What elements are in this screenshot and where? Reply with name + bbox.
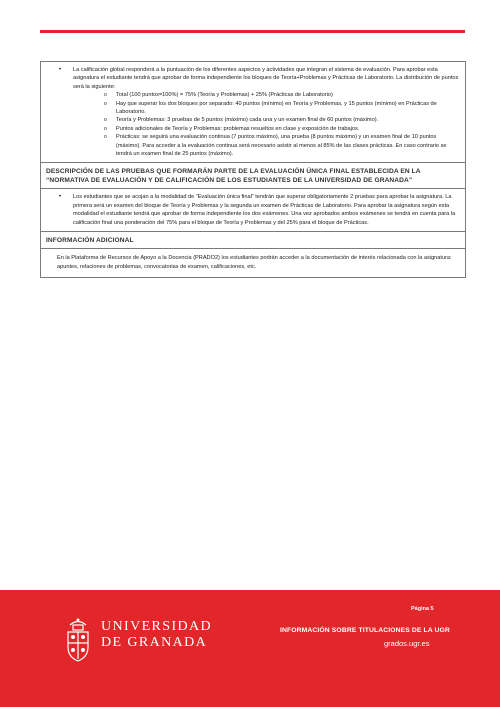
evaluation-main-text: La calificación global responderá a la puntuación de los diferentes aspectos y actividades que integran el sistema de evaluación. Para aprobar esta asignatura el estudiante tendrá que aprobar de forma independiente los bloques de Teoría+Problemas y Prácticas de Laboratorio. La distribución de puntos será la siguiente: [73,67,459,90]
evaluation-subitem-extra-points: o Puntos adicionales de Teoría y Problemas: problemas resueltos en clase y exposición de trabajos. [104,125,459,133]
evaluation-subitem-total: o Total (100 puntos=100%) = 75% (Teoría y Problemas) + 25% (Prácticas de Laboratorio) [104,91,459,99]
evaluation-subitem-practicas: o Prácticas: se seguirá una evaluación continua (7 puntos máximo), una prueba (8 puntos máximo) y un examen final de 10 puntos (máximo). Para acceder a la evaluación continua será necesario asistir al menos al 85% de las clases prácticas. En caso contrario se tendrá un examen final de 25 puntos (máximo). [104,133,459,158]
adicional-text: En la Plataforma de Recursos de Apoyo a la Docencia (PRADO2) los estudiantes podrán acceder a la documentación de interés relacionada con la asignatura: apuntes, relaciones de problemas, convocatorias de examen, calificaciones, etc. [41,249,465,278]
top-red-rule [40,30,465,33]
unica-section [41,189,465,232]
grados-link[interactable]: grados.ugr.es [384,639,430,648]
guide-table [40,61,466,278]
evaluation-section [41,62,465,163]
university-name-line1: UNIVERSIDAD [101,619,213,634]
evaluation-list [47,66,459,158]
adicional-heading: INFORMACIÓN ADICIONAL [41,232,465,249]
evaluation-subitem-minimums: o Hay que superar los dos bloques por separado: 40 puntos (mínimo) en Teoría y Problemas, y 15 puntos (mínimo) en Prácticas de Laboratorio. [104,100,459,117]
ugr-crest-icon [64,617,92,663]
titulaciones-info-title: INFORMACIÓN SOBRE TITULACIONES DE LA UGR [280,627,450,634]
unica-item: • Los estudiantes que se acojan a la modalidad de “Evaluación única final” tendrán que superar obligatoriamente 2 pruebas para aprobar la asignatura. La primera será un examen del bloque de Teoría y Problemas y la segunda un examen de Prácticas de Laboratorio. Para aprobar la asignatura según esta modalidad el estudiante tendrá que aprobar de forma independiente los dos exámenes. Una vez aprobados ambos exámenes se tendrá en cuenta para la calificación final una ponderación del 75% para el bloque de Teoría y Problemas y del 25% para el bloque de Prácticas. [47,193,459,227]
unica-heading: DESCRIPCIÓN DE LAS PRUEBAS QUE FORMARÁN PARTE DE LA EVALUACIÓN ÚNICA FINAL ESTABLECIDA EN LA “NORMATIVA DE EVALUACIÓN Y DE CALIFICACIÓN DE LOS ESTUDIANTES DE LA UNIVERSIDAD DE GRANADA” [41,163,465,189]
university-name-line2: DE GRANADA [101,635,208,650]
page-number: Página 5 [411,606,434,612]
unica-list [47,193,459,227]
evaluation-sublist [73,91,459,158]
evaluation-subitem-theory: o Teoría y Problemas: 3 pruebas de 5 puntos (máximo) cada una y un examen final de 60 puntos (máximo). [104,116,459,124]
evaluation-main-item [47,66,459,158]
